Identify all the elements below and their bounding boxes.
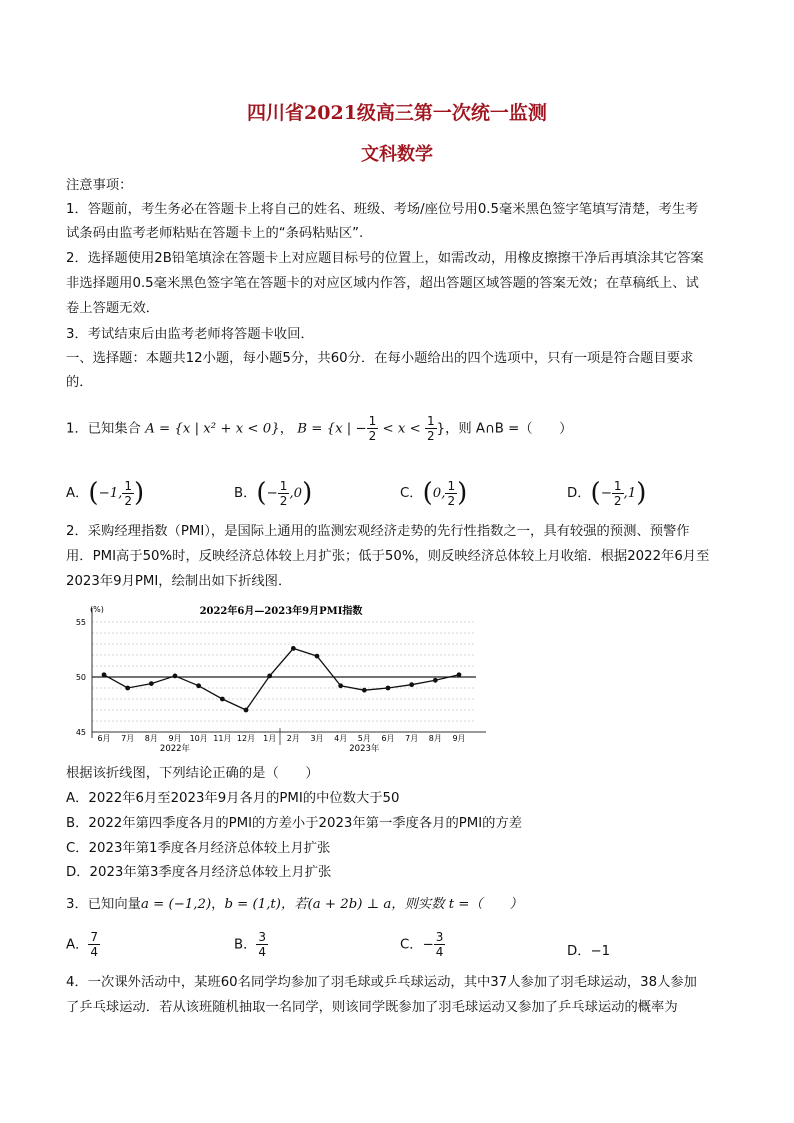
section-1-line2: 的． (66, 375, 93, 390)
q2-option-c[interactable]: C．2023年第1季度各月经济总体较上月扩张 (66, 841, 331, 856)
q3-condition: ，若(a + 2b) ⊥ a，则实数 t =（ ） (280, 897, 523, 912)
question-3: 3．已知向量a = (−1,2)，b = (1,t)，若(a + 2b) ⊥ a，则实数 t =（ ） (66, 897, 523, 912)
pmi-line-chart (66, 600, 496, 752)
q1-set-b-pre: B = {x | − (297, 421, 367, 437)
x-tick-label: 1月 (263, 734, 277, 743)
q1-option-c[interactable]: C．(0, $\frac{1}{2}$ ) (400, 478, 468, 508)
data-point (386, 686, 391, 691)
exam-title: 四川省2021级高三第一次统一监测 (247, 102, 547, 124)
q1-prefix: 1．已知集合 (66, 421, 141, 437)
q1-lt: < x < (382, 421, 421, 437)
exam-subtitle: 文科数学 (361, 144, 433, 165)
section-1-line1: 一、选择题：本题共12小题，每小题5分，共60分．在每小题给出的四个选项中，只有一项是符合题目要求 (66, 351, 694, 366)
q1-option-b[interactable]: B．(− $\frac{1}{2}$ ,0) (234, 478, 313, 508)
q3-option-a[interactable]: A． $\frac{7}{4}$ (66, 930, 99, 959)
data-point (409, 682, 414, 687)
year-label-2022: 2022年 (159, 744, 191, 752)
q3-option-b[interactable]: B． $\frac{3}{4}$ (234, 930, 267, 959)
y-axis-label: (%) (90, 605, 104, 614)
q3-option-d[interactable]: D．−1 (567, 944, 611, 959)
chart-title: 2022年6月—2023年9月PMI指数 (199, 606, 363, 617)
note-2c: 卷上答题无效． (66, 301, 160, 316)
x-tick-label: 2月 (286, 734, 300, 743)
y-tick-label: 50 (75, 673, 86, 682)
data-point (457, 672, 462, 677)
data-point (196, 683, 201, 688)
data-point (220, 697, 225, 702)
x-tick-label: 9月 (452, 734, 466, 743)
note-1b: 试条码由监考老师粘贴在答题卡上的“条码粘贴区”. (66, 226, 364, 241)
q2-line-1: 2．采购经理指数（PMI），是国际上通用的监测宏观经济走势的先行性指数之一，具有较强的预测、预警作 (66, 524, 690, 539)
note-2a: 2．选择题使用2B铅笔填涂在答题卡上对应题目标号的位置上，如需改动，用橡皮擦擦干净后再填涂其它答案 (66, 251, 704, 266)
x-tick-label: 4月 (334, 734, 348, 743)
data-point (362, 688, 367, 693)
q2-option-a[interactable]: A．2022年6月至2023年9月各月的PMI的中位数大于50 (66, 791, 400, 806)
q1-suffix: }，则 A∩B =（ ） (436, 421, 573, 437)
x-tick-label: 8月 (144, 734, 158, 743)
q2-line-3: 2023年9月PMI，绘制出如下折线图． (66, 574, 292, 589)
data-point (291, 646, 296, 651)
q1-option-d[interactable]: D．(− $\frac{1}{2}$ ,1) (567, 478, 647, 508)
chart-grid (92, 622, 476, 721)
pmi-series-line (104, 648, 459, 710)
x-tick-label: 5月 (357, 734, 371, 743)
q3-option-c[interactable]: C．− $\frac{3}{4}$ (400, 930, 444, 959)
q2-line-2: 用．PMI高于50%时，反映经济总体较上月扩张；低于50%，则反映经济总体较上月收缩．根据2022年6月至 (66, 549, 710, 564)
note-1a: 1．答题前，考生务必在答题卡上将自己的姓名、班级、考场/座位号用0.5毫米黑色签字笔填写清楚，考生考 (66, 202, 699, 217)
data-point (125, 686, 130, 691)
q3-vector-b: b = (1,t) (224, 897, 281, 912)
q1-frac-half-2: $\frac{1}{2}$ (427, 414, 435, 443)
q2-option-b[interactable]: B．2022年第四季度各月的PMI的方差小于2023年第一季度各月的PMI的方差 (66, 816, 523, 831)
y-tick-label: 45 (75, 728, 86, 737)
x-tick-label: 10月 (189, 734, 208, 743)
q1-option-a[interactable]: A．(−1, $\frac{1}{2}$ ) (66, 478, 145, 508)
year-label-2023: 2023年 (349, 744, 380, 752)
note-2b: 非选择题用0.5毫米黑色签字笔在答题卡的对应区域内作答，超出答题区域答题的答案无效；在草稿纸上、试 (66, 276, 699, 291)
q2-option-d[interactable]: D．2023年第3季度各月经济总体较上月扩张 (66, 865, 332, 880)
notes-heading: 注意事项： (66, 178, 133, 193)
x-tick-label: 12月 (236, 734, 256, 743)
data-point (244, 708, 249, 713)
x-tick-label: 9月 (168, 734, 182, 743)
y-tick-label: 55 (75, 618, 86, 627)
x-tick-label: 7月 (405, 734, 419, 743)
x-tick-label: 3月 (310, 734, 324, 743)
q4-line-1: 4．一次课外活动中，某班60名同学均参加了羽毛球或乒乓球运动，其中37人参加了羽毛球运动，38人参加 (66, 975, 697, 990)
data-point (173, 674, 178, 679)
q1-set-a: A = {x | x² + x < 0} (145, 421, 280, 437)
x-tick-label: 8月 (428, 734, 442, 743)
data-point (149, 681, 154, 686)
data-point (267, 674, 272, 679)
x-tick-label: 7月 (121, 734, 135, 743)
data-point (102, 672, 107, 677)
q3-vector-a: a = (−1,2) (140, 897, 212, 912)
data-point (433, 678, 438, 683)
q1-frac-half-1: $\frac{1}{2}$ (368, 414, 377, 443)
data-point (338, 683, 343, 688)
x-tick-label: 11月 (213, 734, 232, 743)
x-tick-label: 6月 (97, 734, 111, 743)
q2-question: 根据该折线图，下列结论正确的是（ ） (66, 766, 319, 781)
data-point (315, 654, 320, 659)
x-tick-label: 6月 (381, 734, 395, 743)
question-1: 1．已知集合 A = {x | x² + x < 0}， B = {x | − $\frac{1}{2}$ < x < $\frac{1}{2}$ }，则 A∩B =（ ） (66, 414, 573, 443)
note-3: 3．考试结束后由监考老师将答题卡收回． (66, 327, 314, 342)
q4-line-2: 了乒乓球运动．若从该班随机抽取一名同学，则该同学既参加了羽毛球运动又参加了乒乓球运动的概率为 (66, 1000, 678, 1015)
